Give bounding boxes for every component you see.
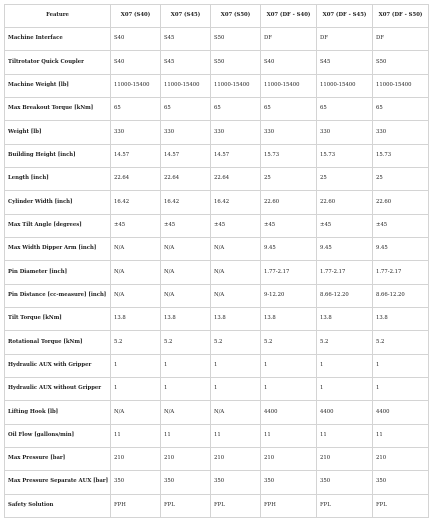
table-row xyxy=(5,401,429,424)
table-cell: 11 xyxy=(211,424,261,447)
table-cell: 13.8 xyxy=(373,307,429,330)
table-cell: N/A xyxy=(211,284,261,307)
table-cell: 14.57 xyxy=(211,144,261,167)
column-header-feature: Feature xyxy=(5,5,111,28)
table-cell: N/A xyxy=(111,401,161,424)
table-cell: S45 xyxy=(161,28,211,51)
row-label: Tiltrotator Quick Coupler xyxy=(5,51,111,74)
row-label: Rotational Torque [kNm] xyxy=(5,331,111,354)
table-cell: 1 xyxy=(161,354,211,377)
table-cell: 65 xyxy=(211,97,261,120)
table-row xyxy=(5,121,429,144)
table-cell: 330 xyxy=(211,121,261,144)
table-cell: 210 xyxy=(111,447,161,470)
table-cell: N/A xyxy=(161,401,211,424)
row-label: Machine Weight [lb] xyxy=(5,74,111,97)
table-cell: 11000-15400 xyxy=(211,74,261,97)
table-row xyxy=(5,97,429,120)
table-cell: 350 xyxy=(111,471,161,494)
table-cell: DF xyxy=(373,28,429,51)
table-cell: 22.64 xyxy=(161,167,211,190)
table-cell: N/A xyxy=(211,401,261,424)
table-cell: 1 xyxy=(373,354,429,377)
table-cell: 22.60 xyxy=(261,191,317,214)
table-cell: N/A xyxy=(161,237,211,260)
row-label: Pin Distance [cc-measure] [inch] xyxy=(5,284,111,307)
table-cell: 1.77-2.17 xyxy=(317,261,373,284)
table-cell: 9.45 xyxy=(373,237,429,260)
table-cell: 11000-15400 xyxy=(317,74,373,97)
table-cell: 1 xyxy=(111,354,161,377)
table-cell: 1 xyxy=(211,377,261,400)
table-cell: DF xyxy=(261,28,317,51)
table-cell: 4400 xyxy=(317,401,373,424)
table-body xyxy=(5,28,429,518)
table-cell: 65 xyxy=(261,97,317,120)
table-cell: 11000-15400 xyxy=(373,74,429,97)
table-cell: 9-12.20 xyxy=(261,284,317,307)
table-row xyxy=(5,377,429,400)
table-cell: N/A xyxy=(211,237,261,260)
table-row xyxy=(5,284,429,307)
table-cell: 9.45 xyxy=(261,237,317,260)
table-row xyxy=(5,307,429,330)
column-header-model: X07 (S45) xyxy=(161,5,211,28)
row-label: Max Pressure [bar] xyxy=(5,447,111,470)
table-cell: 22.60 xyxy=(317,191,373,214)
table-cell: 210 xyxy=(161,447,211,470)
table-cell: 350 xyxy=(261,471,317,494)
table-cell: FPL xyxy=(161,494,211,517)
table-cell: 5.2 xyxy=(161,331,211,354)
table-cell: N/A xyxy=(111,284,161,307)
row-label: Pin Diameter [inch] xyxy=(5,261,111,284)
table-cell: 14.57 xyxy=(161,144,211,167)
table-cell: 11000-15400 xyxy=(111,74,161,97)
table-cell: ±45 xyxy=(317,214,373,237)
row-label: Max Breakout Torque [kNm] xyxy=(5,97,111,120)
table-row xyxy=(5,167,429,190)
table-row xyxy=(5,214,429,237)
table-cell: 4400 xyxy=(373,401,429,424)
table-cell: S40 xyxy=(261,51,317,74)
row-label: Max Width Dipper Arm [inch] xyxy=(5,237,111,260)
table-cell: 16.42 xyxy=(211,191,261,214)
table-cell: 8.66-12.20 xyxy=(317,284,373,307)
table-cell: 1.77-2.17 xyxy=(261,261,317,284)
row-label: Tilt Torque [kNm] xyxy=(5,307,111,330)
table-cell: 16.42 xyxy=(161,191,211,214)
table-cell: 1 xyxy=(111,377,161,400)
table-cell: 11 xyxy=(317,424,373,447)
table-row xyxy=(5,494,429,517)
table-cell: ±45 xyxy=(261,214,317,237)
table-cell: 4400 xyxy=(261,401,317,424)
table-cell: S50 xyxy=(211,51,261,74)
row-label: Max Tilt Angle [degrees] xyxy=(5,214,111,237)
table-row xyxy=(5,471,429,494)
table-cell: N/A xyxy=(111,261,161,284)
row-label: Hydraulic AUX without Gripper xyxy=(5,377,111,400)
table-cell: N/A xyxy=(161,284,211,307)
table-cell: 210 xyxy=(261,447,317,470)
spec-table-container xyxy=(4,4,423,518)
table-cell: 1 xyxy=(211,354,261,377)
table-cell: 14.57 xyxy=(111,144,161,167)
table-cell: 5.2 xyxy=(211,331,261,354)
table-row xyxy=(5,74,429,97)
table-cell: 9.45 xyxy=(317,237,373,260)
row-label: Building Height [inch] xyxy=(5,144,111,167)
table-cell: 25 xyxy=(317,167,373,190)
table-cell: 1 xyxy=(317,377,373,400)
row-label: Oil Flow [gallons/min] xyxy=(5,424,111,447)
table-cell: 22.60 xyxy=(373,191,429,214)
table-row xyxy=(5,144,429,167)
table-row xyxy=(5,28,429,51)
table-cell: 13.8 xyxy=(161,307,211,330)
table-cell: ±45 xyxy=(161,214,211,237)
row-label: Length [inch] xyxy=(5,167,111,190)
spec-comparison-table xyxy=(4,4,429,518)
table-row xyxy=(5,237,429,260)
table-cell: 25 xyxy=(261,167,317,190)
row-label: Lifting Hook [lb] xyxy=(5,401,111,424)
table-cell: S45 xyxy=(317,51,373,74)
table-cell: 15.73 xyxy=(373,144,429,167)
table-cell: 1 xyxy=(161,377,211,400)
table-cell: 1.77-2.17 xyxy=(373,261,429,284)
table-cell: 13.8 xyxy=(111,307,161,330)
row-label: Machine Interface xyxy=(5,28,111,51)
table-cell: FPH xyxy=(261,494,317,517)
table-cell: 5.2 xyxy=(373,331,429,354)
table-cell: 65 xyxy=(111,97,161,120)
table-cell: FPL xyxy=(373,494,429,517)
table-cell: 11 xyxy=(261,424,317,447)
table-cell: 350 xyxy=(211,471,261,494)
table-row xyxy=(5,331,429,354)
table-cell: 330 xyxy=(111,121,161,144)
row-label: Cylinder Width [inch] xyxy=(5,191,111,214)
column-header-model: X07 (DF - S45) xyxy=(317,5,373,28)
table-cell: 330 xyxy=(161,121,211,144)
table-cell: 1 xyxy=(373,377,429,400)
table-cell: 13.8 xyxy=(261,307,317,330)
table-cell: S40 xyxy=(111,28,161,51)
table-cell: S45 xyxy=(161,51,211,74)
table-cell: 350 xyxy=(373,471,429,494)
table-cell: S50 xyxy=(373,51,429,74)
table-cell: 11000-15400 xyxy=(161,74,211,97)
table-cell: 15.73 xyxy=(317,144,373,167)
table-cell: ±45 xyxy=(211,214,261,237)
column-header-model: X07 (S50) xyxy=(211,5,261,28)
table-cell: ±45 xyxy=(111,214,161,237)
table-cell: FPH xyxy=(111,494,161,517)
table-cell: 11 xyxy=(161,424,211,447)
table-cell: S40 xyxy=(111,51,161,74)
table-cell: 210 xyxy=(373,447,429,470)
table-cell: 1 xyxy=(317,354,373,377)
table-cell: N/A xyxy=(211,261,261,284)
table-row xyxy=(5,354,429,377)
table-cell: 1 xyxy=(261,377,317,400)
table-cell: 5.2 xyxy=(111,331,161,354)
table-cell: 25 xyxy=(373,167,429,190)
table-cell: 11000-15400 xyxy=(261,74,317,97)
table-cell: 65 xyxy=(373,97,429,120)
row-label: Max Pressure Separate AUX [bar] xyxy=(5,471,111,494)
table-cell: 22.64 xyxy=(211,167,261,190)
table-cell: ±45 xyxy=(373,214,429,237)
table-cell: 350 xyxy=(161,471,211,494)
table-row xyxy=(5,447,429,470)
table-row xyxy=(5,191,429,214)
table-row xyxy=(5,51,429,74)
table-cell: 210 xyxy=(211,447,261,470)
column-header-model: X07 (DF - S40) xyxy=(261,5,317,28)
table-cell: 22.64 xyxy=(111,167,161,190)
table-cell: 13.8 xyxy=(211,307,261,330)
table-cell: DF xyxy=(317,28,373,51)
table-cell: 11 xyxy=(373,424,429,447)
table-row xyxy=(5,424,429,447)
table-cell: 13.8 xyxy=(317,307,373,330)
table-cell: FPL xyxy=(211,494,261,517)
table-cell: 16.42 xyxy=(111,191,161,214)
table-cell: 8.66-12.20 xyxy=(373,284,429,307)
table-cell: 210 xyxy=(317,447,373,470)
table-cell: 330 xyxy=(373,121,429,144)
table-cell: 330 xyxy=(317,121,373,144)
table-cell: 330 xyxy=(261,121,317,144)
table-cell: S50 xyxy=(211,28,261,51)
table-cell: 1 xyxy=(261,354,317,377)
table-cell: FPL xyxy=(317,494,373,517)
table-cell: 5.2 xyxy=(261,331,317,354)
row-label: Safety Solution xyxy=(5,494,111,517)
table-cell: N/A xyxy=(161,261,211,284)
table-cell: 65 xyxy=(161,97,211,120)
table-cell: 65 xyxy=(317,97,373,120)
table-cell: 5.2 xyxy=(317,331,373,354)
table-cell: 15.73 xyxy=(261,144,317,167)
row-label: Weight [lb] xyxy=(5,121,111,144)
table-row xyxy=(5,261,429,284)
table-header-row xyxy=(5,5,429,28)
table-cell: 11 xyxy=(111,424,161,447)
row-label: Hydraulic AUX with Gripper xyxy=(5,354,111,377)
table-cell: 350 xyxy=(317,471,373,494)
column-header-model: X07 (S40) xyxy=(111,5,161,28)
table-cell: N/A xyxy=(111,237,161,260)
column-header-model: X07 (DF - S50) xyxy=(373,5,429,28)
